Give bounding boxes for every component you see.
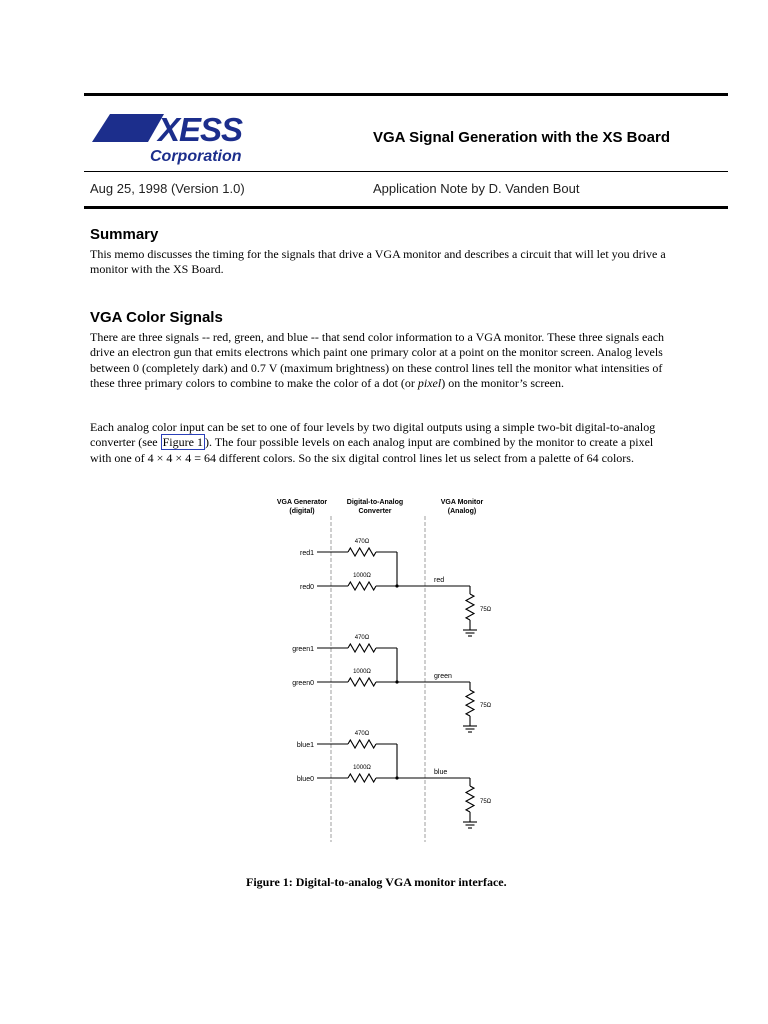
date-version: Aug 25, 1998 (Version 1.0) [90,181,245,196]
col1-header-line1: VGA Generator [276,499,328,506]
xess-logo [92,112,272,166]
load-resistor-value: 75Ω [480,607,492,613]
resistor-msb-value: 470Ω [354,731,370,737]
logo-subtext: Corporation [150,148,242,165]
resistor-lsb-value: 1000Ω [353,669,371,675]
junction-dot [395,680,398,683]
load-resistor [466,594,474,620]
resistor-lsb [348,774,376,782]
input-msb-label: blue1 [296,742,314,749]
input-lsb-label: red0 [299,584,314,591]
author-line: Application Note by D. Vanden Bout [373,181,580,196]
resistor-lsb [348,678,376,686]
resistor-msb [348,740,376,748]
dac-channel-1 [292,635,491,732]
col3-header-line1: VGA Monitor [440,499,484,506]
load-resistor [466,786,474,812]
p2-text-a: Each analog color input can be set to one of four levels by two digital outputs using a simple two-bit digital-to-analog converter (see [90,420,656,450]
input-msb-label: green1 [292,646,314,653]
summary-paragraph: This memo discusses the timing for the signals that drive a VGA monitor and describes a circuit that will let you drive a monitor with the XS Board. [90,247,666,277]
col2-header-line1: Digital-to-Analog [346,499,404,506]
dac-circuit-diagram [262,494,502,844]
input-msb-label: red1 [299,550,314,557]
dac-channel-2 [297,731,492,828]
junction-dot [395,776,398,779]
document-title: VGA Signal Generation with the XS Board [373,129,670,146]
color-signals-paragraph-1 [90,330,670,391]
figure-1-link[interactable]: Figure 1 [162,435,203,450]
input-lsb-label: green0 [292,680,314,687]
load-resistor-value: 75Ω [480,703,492,709]
resistor-msb [348,644,376,652]
load-resistor-value: 75Ω [480,799,492,805]
output-label: green [434,673,452,680]
col3-header-line2: (Analog) [447,508,477,515]
header-bottom-rule [84,206,728,209]
logo-text: XESS [158,112,243,148]
p1-text-b: ) on the monitor’s screen. [441,375,564,390]
color-signals-paragraph-2 [90,420,670,466]
resistor-lsb-value: 1000Ω [353,765,371,771]
header-divider [84,171,728,172]
resistor-lsb [348,582,376,590]
resistor-lsb-value: 1000Ω [353,573,371,579]
junction-dot [395,584,398,587]
output-label: red [434,577,445,584]
output-label: blue [434,769,448,776]
load-resistor [466,690,474,716]
summary-heading: Summary [90,226,159,243]
resistor-msb-value: 470Ω [354,539,370,545]
dac-channel-0 [300,539,492,636]
top-rule [84,93,728,96]
resistor-msb [348,548,376,556]
figure-caption: Figure 1: Digital-to-analog VGA monitor interface. [246,875,507,889]
resistor-msb-value: 470Ω [354,635,370,641]
col2-header-line2: Converter [358,508,392,515]
input-lsb-label: blue0 [296,776,314,783]
color-signals-heading: VGA Color Signals [90,309,223,326]
col1-header-line2: (digital) [289,508,315,515]
p1-text-a: There are three signals -- red, green, and blue -- that send color information to a VGA monitor. These three signals each drive an electron gun that emits electrons which paint one primary color at a point on the monitor screen. Analog levels between 0 (completely dark) and 0.7 V (maximum brightness) on these control lines tell the monitor what intensities of these three primary colors to combine to make the color of a dot (or [90,330,665,390]
p2-text-b: ). The four possible levels on each analog input are combined by the monitor to create a pixel with one of 4 × 4 × 4 = 64 different colors. So the six digital control lines let us select from a palette of 64 colors. [90,435,654,465]
pixel-term: pixel [417,375,442,390]
